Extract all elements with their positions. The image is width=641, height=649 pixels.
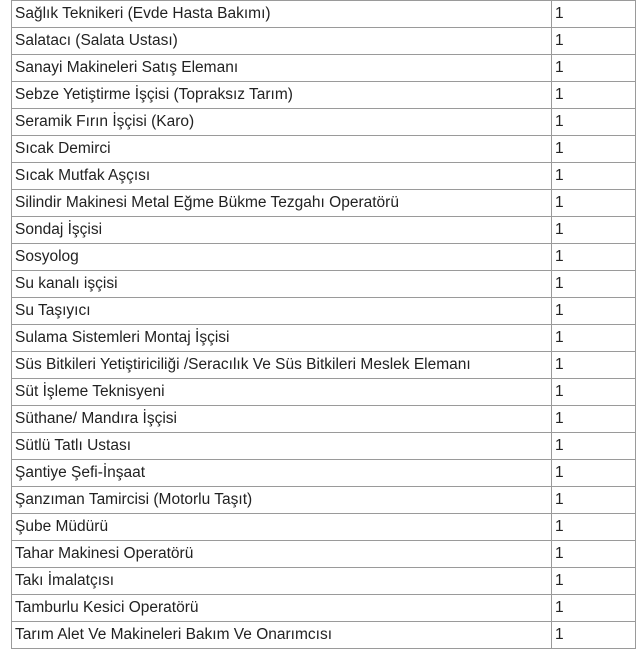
table-row — [12, 514, 636, 541]
occupation-count: 1 — [552, 541, 636, 568]
occupation-name: Şube Müdürü — [12, 514, 552, 541]
table-row — [12, 190, 636, 217]
table-row — [12, 487, 636, 514]
occupation-name: Süt İşleme Teknisyeni — [12, 379, 552, 406]
occupation-name: Silindir Makinesi Metal Eğme Bükme Tezgahı Operatörü — [12, 190, 552, 217]
occupation-name: Seramik Fırın İşçisi (Karo) — [12, 109, 552, 136]
occupation-count: 1 — [552, 433, 636, 460]
table-row — [12, 325, 636, 352]
table-row — [12, 622, 636, 649]
occupation-name: Sağlık Teknikeri (Evde Hasta Bakımı) — [12, 1, 552, 28]
table-container — [11, 0, 636, 649]
occupation-name: Tahar Makinesi Operatörü — [12, 541, 552, 568]
table-row — [12, 136, 636, 163]
table-row — [12, 379, 636, 406]
table-row — [12, 28, 636, 55]
occupation-count: 1 — [552, 109, 636, 136]
occupation-name: Su Taşıyıcı — [12, 298, 552, 325]
occupation-count: 1 — [552, 622, 636, 649]
table-row — [12, 82, 636, 109]
occupation-name: Tarım Alet Ve Makineleri Bakım Ve Onarımcısı — [12, 622, 552, 649]
occupation-name: Sütlü Tatlı Ustası — [12, 433, 552, 460]
occupation-name: Sondaj İşçisi — [12, 217, 552, 244]
table-row — [12, 352, 636, 379]
occupation-count: 1 — [552, 568, 636, 595]
occupation-name: Takı İmalatçısı — [12, 568, 552, 595]
occupation-count: 1 — [552, 55, 636, 82]
occupation-count: 1 — [552, 244, 636, 271]
occupation-count: 1 — [552, 460, 636, 487]
occupation-name: Süthane/ Mandıra İşçisi — [12, 406, 552, 433]
occupation-name: Sıcak Demirci — [12, 136, 552, 163]
occupation-name: Süs Bitkileri Yetiştiriciliği /Seracılık Ve Süs Bitkileri Meslek Elemanı — [12, 352, 552, 379]
table-body — [12, 1, 636, 649]
table-row — [12, 460, 636, 487]
table-row — [12, 541, 636, 568]
occupation-name: Sanayi Makineleri Satış Elemanı — [12, 55, 552, 82]
occupation-name: Sosyolog — [12, 244, 552, 271]
table-row — [12, 217, 636, 244]
table-row — [12, 55, 636, 82]
occupation-count: 1 — [552, 82, 636, 109]
occupation-name: Tamburlu Kesici Operatörü — [12, 595, 552, 622]
occupation-name: Sulama Sistemleri Montaj İşçisi — [12, 325, 552, 352]
occupation-name: Şanzıman Tamircisi (Motorlu Taşıt) — [12, 487, 552, 514]
occupation-count: 1 — [552, 136, 636, 163]
occupation-count: 1 — [552, 514, 636, 541]
occupation-count: 1 — [552, 190, 636, 217]
occupation-count: 1 — [552, 487, 636, 514]
occupation-table — [11, 0, 636, 649]
table-row — [12, 433, 636, 460]
table-row — [12, 163, 636, 190]
occupation-count: 1 — [552, 595, 636, 622]
occupation-count: 1 — [552, 28, 636, 55]
table-row — [12, 271, 636, 298]
table-row — [12, 1, 636, 28]
occupation-name: Şantiye Şefi-İnşaat — [12, 460, 552, 487]
table-row — [12, 406, 636, 433]
occupation-count: 1 — [552, 406, 636, 433]
occupation-name: Su kanalı işçisi — [12, 271, 552, 298]
occupation-count: 1 — [552, 298, 636, 325]
occupation-name: Sebze Yetiştirme İşçisi (Topraksız Tarım) — [12, 82, 552, 109]
occupation-count: 1 — [552, 271, 636, 298]
table-row — [12, 298, 636, 325]
occupation-count: 1 — [552, 325, 636, 352]
table-row — [12, 244, 636, 271]
table-row — [12, 109, 636, 136]
occupation-name: Salatacı (Salata Ustası) — [12, 28, 552, 55]
table-row — [12, 568, 636, 595]
occupation-count: 1 — [552, 163, 636, 190]
occupation-count: 1 — [552, 352, 636, 379]
occupation-count: 1 — [552, 217, 636, 244]
occupation-name: Sıcak Mutfak Aşçısı — [12, 163, 552, 190]
occupation-count: 1 — [552, 379, 636, 406]
table-row — [12, 595, 636, 622]
occupation-count: 1 — [552, 1, 636, 28]
